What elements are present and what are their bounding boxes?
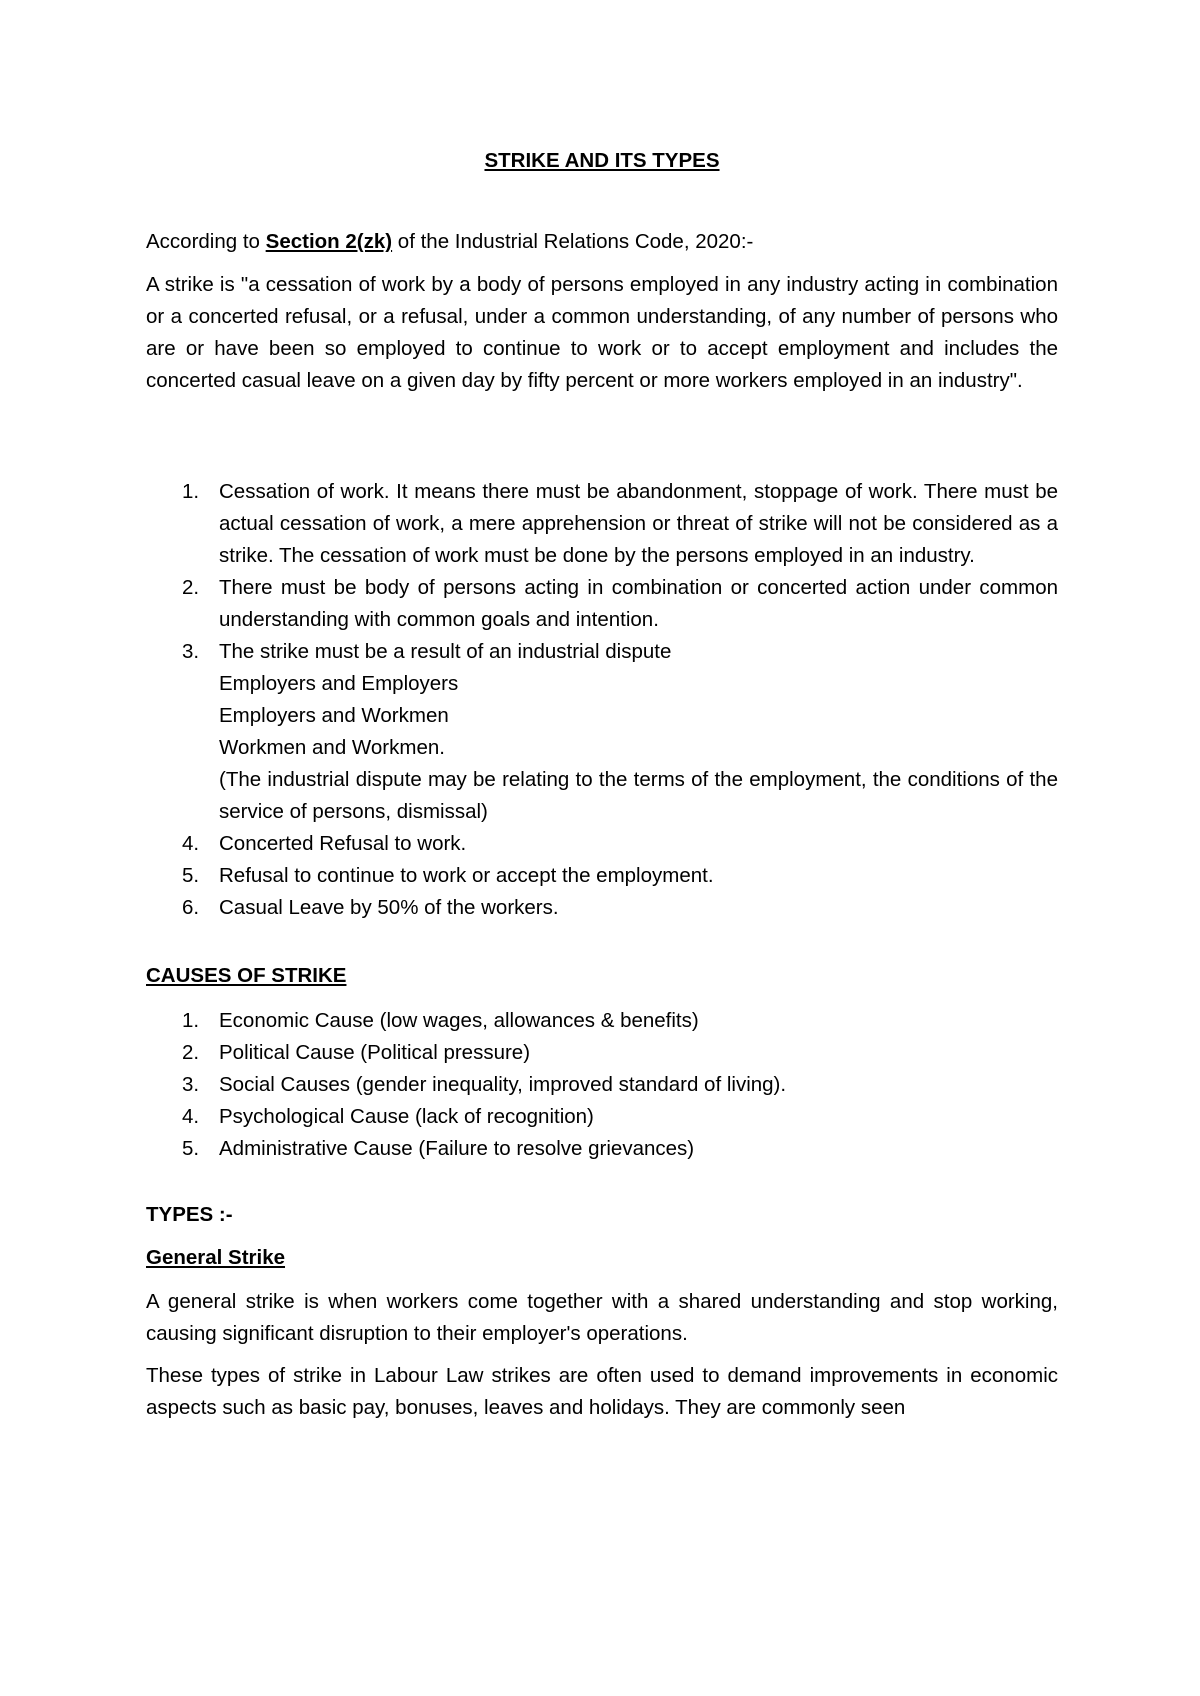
list-item-text: Cessation of work. It means there must be abandonment, stoppage of work. There must be actual cessation of work, a mere apprehension or threat of strike will not be considered as a strike. The cessation of work must be done by the persons employed in an industry. [219, 480, 1058, 567]
list-item-text: Concerted Refusal to work. [219, 832, 467, 855]
list-item-text: There must be body of persons acting in combination or concerted action under common understanding with common goals and intention. [219, 576, 1058, 631]
list-item [146, 476, 1058, 572]
list-item-text: Psychological Cause (lack of recognition) [219, 1105, 594, 1128]
list-item-text: Casual Leave by 50% of the workers. [219, 896, 559, 919]
list-item [146, 860, 1058, 892]
intro-line [146, 226, 1058, 258]
list-item-number: 4. [182, 1105, 200, 1128]
section-reference: Section 2(zk) [265, 230, 393, 253]
list-item [146, 1005, 1058, 1037]
list-item-number: 6. [182, 896, 200, 919]
dispute-party: Workmen and Workmen. [219, 736, 445, 759]
strike-elements-list [146, 476, 1058, 924]
list-item-text: Refusal to continue to work or accept the employment. [219, 864, 714, 887]
list-item-number: 3. [182, 640, 200, 663]
list-item-number: 1. [182, 1009, 200, 1032]
list-item [146, 1101, 1058, 1133]
list-item-text: Economic Cause (low wages, allowances & benefits) [219, 1009, 699, 1032]
page-title: STRIKE AND ITS TYPES [484, 149, 720, 172]
list-item-number: 3. [182, 1073, 200, 1096]
list-item-number: 2. [182, 576, 200, 599]
strike-definition: A strike is "a cessation of work by a body of persons employed in any industry acting in combination or a concerted refusal, or a refusal, under a common understanding, of any number of persons who are or have been so employed to continue to work or to accept employment and includes the concerted casual leave on a given day by fifty percent or more workers employed in an industry". [146, 273, 1058, 392]
intro-prefix: According to [146, 230, 266, 253]
dispute-party: Employers and Workmen [219, 704, 449, 727]
list-item-number: 5. [182, 1137, 200, 1160]
list-item-text: The strike must be a result of an industrial dispute [219, 640, 672, 663]
causes-heading: CAUSES OF STRIKE [146, 964, 347, 987]
list-item-text: Political Cause (Political pressure) [219, 1041, 531, 1064]
dispute-note: (The industrial dispute may be relating to the terms of the employment, the conditions of the service of persons, dismissal) [219, 768, 1058, 823]
general-strike-heading: General Strike [146, 1246, 286, 1269]
general-strike-paragraph: These types of strike in Labour Law strikes are often used to demand improvements in economic aspects such as basic pay, bonuses, leaves and holidays. They are commonly seen [146, 1364, 1058, 1419]
list-item-number: 5. [182, 864, 200, 887]
list-item-number: 4. [182, 832, 200, 855]
list-item [146, 1037, 1058, 1069]
list-item [146, 828, 1058, 860]
types-heading: TYPES :- [146, 1203, 233, 1226]
general-strike-paragraph: A general strike is when workers come together with a shared understanding and stop working, causing significant disruption to their employer's operations. [146, 1290, 1058, 1345]
list-item-number: 1. [182, 480, 200, 503]
list-item [146, 636, 1058, 828]
intro-suffix: of the Industrial Relations Code, 2020:- [392, 230, 754, 253]
list-item-number: 2. [182, 1041, 200, 1064]
list-item [146, 1069, 1058, 1101]
dispute-party: Employers and Employers [219, 672, 459, 695]
list-item-text: Social Causes (gender inequality, improved standard of living). [219, 1073, 787, 1096]
list-item [146, 572, 1058, 636]
list-item [146, 892, 1058, 924]
list-item-text: Administrative Cause (Failure to resolve grievances) [219, 1137, 695, 1160]
causes-list [146, 1005, 1058, 1165]
list-item [146, 1133, 1058, 1165]
